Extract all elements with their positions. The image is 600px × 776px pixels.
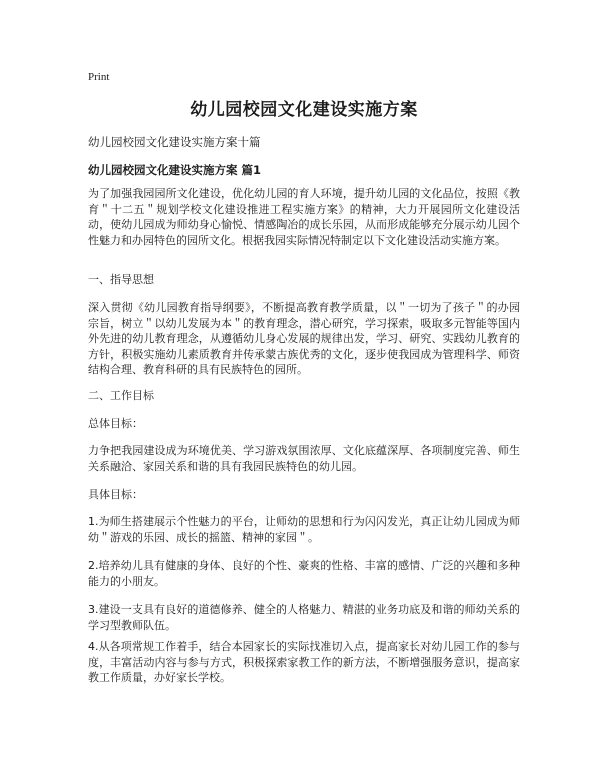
- goal-heading: 二、工作目标: [88, 389, 154, 402]
- print-label: Print: [88, 71, 110, 83]
- specific-goal-item-2: 2.培养幼儿具有健康的身体、良好的个性、豪爽的性格、丰富的感情、广泛的兴趣和多种能力的小朋友。: [88, 559, 520, 588]
- specific-goal-item-3: 3.建设一支具有良好的道德修养、健全的人格魅力、精湛的业务功底及和谐的师幼关系的学习型教师队伍。: [88, 603, 520, 632]
- intro-paragraph: 为了加强我园园所文化建设，优化幼儿园的育人环境，提升幼儿园的文化品位，按照《教育＂十二五＂规划学校文化建设推进工程实施方案》的精神，大力开展园所文化建设活动，使幼儿园成为师幼身心愉悦、情感陶冶的成长乐园，从而形成能够充分展示幼儿园个性魅力和办园特色的园所文化。根据我园实际情况特制定以下文化建设活动实施方案。: [88, 187, 520, 247]
- overall-goal-label: 总体目标：: [88, 417, 143, 430]
- section-heading: 幼儿园校园文化建设实施方案 篇1: [88, 163, 262, 177]
- specific-goal-label: 具体目标：: [88, 488, 143, 501]
- overall-goal-paragraph: 力争把我园建设成为环境优美、学习游戏氛围浓厚、文化底蕴深厚、各项制度完善、师生关系融洽、家园关系和谐的具有我园民族特色的幼儿园。: [88, 444, 520, 473]
- specific-goal-item-4: 4.从各项常规工作着手，结合本园家长的实际找准切入点，提高家长对幼儿园工作的参与度，丰富活动内容与参与方式，积极探索家教工作的新方法，不断增强服务意识，提高家教工作质量，办好家长学校。: [88, 640, 520, 684]
- guide-paragraph: 深入贯彻《幼儿园教育指导纲要》，不断提高教育教学质量，以＂一切为了孩子＂的办园宗旨，树立＂以幼儿发展为本＂的教育理念，潜心研究，学习探索，吸取多元智能等国内外先进的幼儿教育理念，从遵循幼儿身心发展的规律出发，学习、研究、实践幼儿教育的方针，积极实施幼儿素质教育并传承蒙古族优秀的文化，逐步使我园成为管理科学、师资结构合理、教育科研的具有民族特色的园所。: [88, 301, 520, 376]
- document-title: 幼儿园校园文化建设实施方案: [190, 100, 418, 120]
- specific-goal-item-1: 1.为师生搭建展示个性魅力的平台，让师幼的思想和行为闪闪发光，真正让幼儿园成为师幼＂游戏的乐园、成长的摇篮、精神的家园＂。: [88, 515, 520, 544]
- document-subtitle: 幼儿园校园文化建设实施方案十篇: [88, 135, 261, 149]
- guide-heading: 一、指导思想: [88, 273, 154, 286]
